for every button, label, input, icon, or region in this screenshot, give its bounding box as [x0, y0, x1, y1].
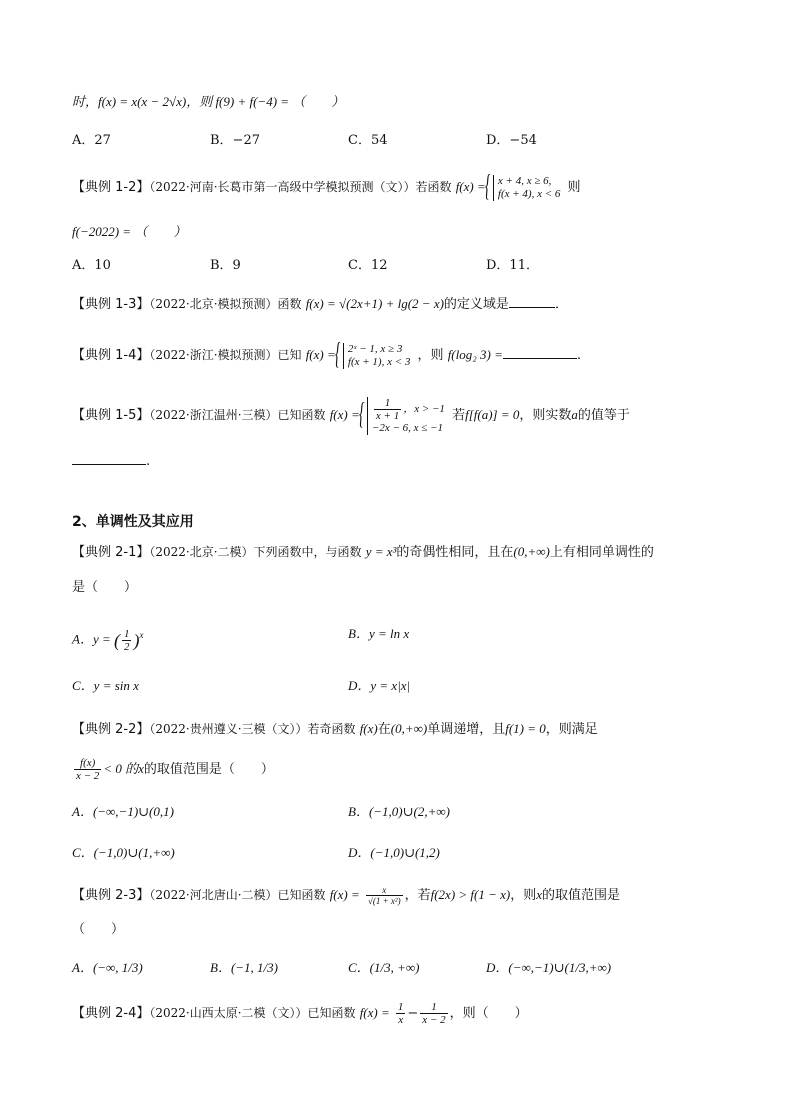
- q13-answer-blank[interactable]: [509, 295, 555, 308]
- q12-piece1: x + 4, x ≥ 6,: [497, 174, 552, 187]
- q14-tag: 【典例 1-4】: [72, 348, 150, 363]
- q12-option-c: C．12: [348, 258, 388, 273]
- q24-tag: 【典例 2-4】: [72, 1006, 150, 1021]
- q13-source: （2022·北京·模拟预测）函数: [149, 297, 302, 311]
- q21-option-a: A．y = ( $\frac{1}{2}$ )$^x$: [72, 627, 144, 653]
- q21-option-b: B．y = ln x: [348, 626, 410, 641]
- q12-option-d: D．11．: [486, 258, 539, 273]
- q21-stem: 【典例 2-1】（2022·北京·二模）下列函数中，与函数 y = x³的奇偶性相同，且在(0,+∞)上有相同单调性的: [72, 544, 654, 560]
- q24-fraction-1: $\frac{1}{x}$: [397, 1001, 404, 1026]
- section-heading: 2、单调性及其应用: [72, 514, 194, 530]
- q11-option-b: B．−27: [210, 133, 260, 148]
- q12-source: （2022·河南·长葛市第一高级中学模拟预测（文））若函数: [149, 180, 452, 194]
- q21-option-c: C．y = sin x: [72, 678, 139, 693]
- q15-tag: 【典例 1-5】: [72, 408, 150, 423]
- q15-piecewise: { $\frac{1}{x + 1}$ ，x > −1 −2x − 6, x ≤ −1: [367, 397, 445, 435]
- q21-tag: 【典例 2-1】: [72, 545, 150, 560]
- q11-option-a: A．27: [72, 133, 111, 148]
- q22-option-b: B．(−1,0)∪(2,+∞): [348, 804, 450, 819]
- q24-fraction-2: $\frac{1}{x - 2}$: [422, 1001, 446, 1026]
- q13-tail: 的定义域是: [443, 297, 509, 312]
- q14-stem: 【典例 1-4】（2022·浙江·模拟预测）已知 f(x) = { 2ˣ − 1, x ≥ 3 f(x + 1), x < 3 ，则 f(log₂ 3) = .: [72, 338, 581, 372]
- q22-option-a: A．(−∞,−1)∪(0,1): [72, 804, 174, 819]
- q15-answer-blank[interactable]: [72, 452, 146, 465]
- q13-tag: 【典例 1-3】: [72, 297, 150, 312]
- q23-line2: （ ）: [72, 922, 125, 937]
- q12-option-a: A．10: [72, 258, 111, 273]
- q12-stem: 【典例 1-2】（2022·河南·长葛市第一高级中学模拟预测（文））若函数 f(x) = { x + 4, x ≥ 6, f(x + 4), x < 6 则: [72, 170, 581, 204]
- q12-line2: f(−2022) = （ ）: [72, 224, 187, 239]
- q22-fraction: $\frac{f(x)}{x - 2}$: [76, 757, 100, 782]
- q22-source: （2022·贵州遵义·三模（文））若奇函数: [149, 722, 356, 736]
- q14-piecewise: [343, 343, 411, 369]
- q22-option-c: C．(−1,0)∪(1,+∞): [72, 845, 175, 860]
- q15-fraction: { $\frac{1}{x + 1}$: [375, 396, 400, 422]
- q11-stem: [72, 92, 344, 113]
- q21-option-d: D．y = x|x|: [348, 678, 411, 693]
- q23-source: （2022·河北唐山·二模）已知函数: [149, 888, 326, 902]
- q15-stem: 【典例 1-5】（2022·浙江温州·三模）已知函数 f(x) = { $\frac{1}{x + 1}$ ，x > −1 −2x − 6, x ≤ −1 若f[f(a)] = 0，则实数a的值等于: [72, 392, 630, 438]
- q21-source: （2022·北京·二模）下列函数中，与函数: [149, 545, 362, 559]
- q12-tail: 则: [567, 180, 581, 195]
- q15-source: （2022·浙江温州·三模）已知函数: [149, 408, 326, 422]
- q23-option-c: C．(1/3, +∞): [348, 960, 420, 975]
- q22-line2: $\frac{f(x)}{x - 2}$ < 0 的x的取值范围是（ ）: [76, 757, 274, 782]
- q14-answer-blank[interactable]: [503, 346, 577, 359]
- q12-option-b: B．9: [210, 258, 241, 273]
- q15-piece2: −2x − 6, x ≤ −1: [371, 421, 443, 434]
- q11-text: 时，f(x) = x(x − 2√x)，则 f(9) + f(−4) = （ ）: [72, 94, 345, 109]
- q15-line2: .: [72, 452, 150, 472]
- q24-stem: 【典例 2-4】（2022·山西太原·二模（文））已知函数 f(x) = $\frac{1}{x}$ − $\frac{1}{x - 2}$ ，则（ ）: [72, 1001, 528, 1026]
- q13-expr: f(x) = √(2x+1) + lg(2 − x): [305, 296, 444, 311]
- q15-expr: f[f(a)] = 0: [465, 407, 520, 422]
- q23-option-b: B．(−1, 1/3): [210, 960, 278, 975]
- q11-option-c: C．54: [348, 133, 388, 148]
- q23-stem: 【典例 2-3】（2022·河北唐山·二模）已知函数 f(x) = $\frac{x}{\text{√(1 + x²)}}$ ，若f(2x) > f(1 − x)，则x的取值范围是: [72, 885, 621, 906]
- q24-source: （2022·山西太原·二模（文））已知函数: [149, 1006, 356, 1020]
- q23-option-a: A．(−∞, 1/3): [72, 960, 143, 975]
- q12-piecewise: [493, 175, 561, 201]
- q22-tag: 【典例 2-2】: [72, 722, 150, 737]
- q14-piece2: f(x + 1), x < 3: [347, 355, 411, 368]
- q23-tag: 【典例 2-3】: [72, 888, 150, 903]
- q12-piece2: f(x + 4), x < 6: [497, 187, 561, 200]
- q14-source: （2022·浙江·模拟预测）已知: [149, 348, 302, 362]
- q22-option-d: D．(−1,0)∪(1,2): [348, 845, 440, 860]
- q23-fraction: $\frac{x}{\text{√(1 + x²)}}$: [367, 885, 401, 906]
- q23-option-d: D．(−∞,−1)∪(1/3,+∞): [486, 960, 612, 975]
- q22-stem: 【典例 2-2】（2022·贵州遵义·三模（文））若奇函数 f(x)在(0,+∞)单调递增，且f(1) = 0，则满足: [72, 721, 598, 737]
- q11-option-d: D．−54: [486, 133, 537, 148]
- q14-piece1: 2ˣ − 1, x ≥ 3: [347, 342, 403, 355]
- q21-line2: 是（ ）: [72, 580, 138, 595]
- q12-tag: 【典例 1-2】: [72, 180, 150, 195]
- q13-stem: 【典例 1-3】（2022·北京·模拟预测）函数 f(x) = √(2x+1) + lg(2 − x)的定义域是 ．: [72, 296, 568, 312]
- q14-expr: f(log₂ 3) =: [447, 347, 503, 362]
